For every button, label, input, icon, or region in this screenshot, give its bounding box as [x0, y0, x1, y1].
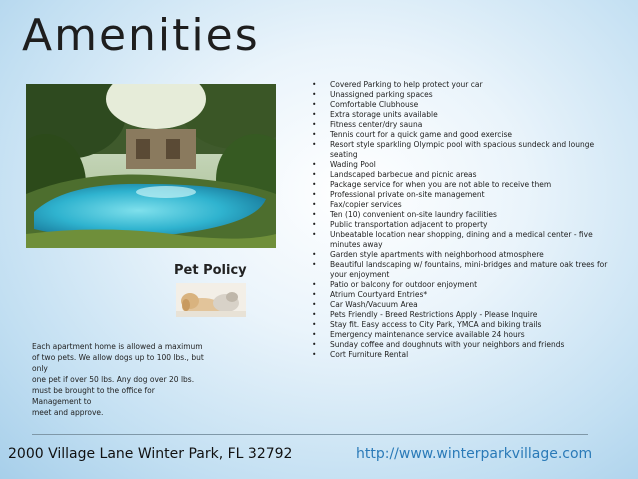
- pool-image: [26, 84, 276, 248]
- amenity-item: • Car Wash/Vacuum Area: [312, 300, 620, 310]
- amenity-item: • Emergency maintenance service available 24 hours: [312, 330, 620, 340]
- amenity-item: • Extra storage units available: [312, 110, 620, 120]
- amenity-item: • Sunday coffee and doughnuts with your neighbors and friends: [312, 340, 620, 350]
- amenity-item: • Landscaped barbecue and picnic areas: [312, 170, 620, 180]
- amenity-item: • Covered Parking to help protect your car: [312, 80, 620, 90]
- pool-photo: [26, 84, 276, 248]
- pet-policy-line: only: [32, 364, 48, 373]
- website-link[interactable]: http://www.winterparkvillage.com: [356, 446, 593, 462]
- amenity-item: • Public transportation adjacent to property: [312, 220, 620, 230]
- pet-photo: [176, 283, 246, 317]
- amenities-list: [312, 80, 620, 360]
- amenity-item: • Tennis court for a quick game and good exercise: [312, 130, 620, 140]
- amenity-item: • Fitness center/dry sauna: [312, 120, 620, 130]
- amenity-item: • Garden style apartments with neighborhood atmosphere: [312, 250, 620, 260]
- amenity-item: • Package service for when you are not able to receive them: [312, 180, 620, 190]
- amenity-item: • Beautiful landscaping w/ fountains, mini-bridges and mature oak trees for your enjoyment: [312, 260, 620, 280]
- pet-policy-text: [32, 341, 232, 418]
- amenity-item: • Comfortable Clubhouse: [312, 100, 620, 110]
- puppy-kitten-image: [176, 283, 246, 317]
- pet-policy-line: Each apartment home is allowed a maximum: [32, 342, 203, 351]
- amenity-item: • Professional private on-site management: [312, 190, 620, 200]
- page-title: Amenities: [22, 10, 260, 61]
- footer-address: 2000 Village Lane Winter Park, FL 32792: [8, 446, 293, 462]
- pet-policy-line: of two pets. We allow dogs up to 100 lbs., but: [32, 353, 204, 362]
- footer-divider: [32, 434, 588, 435]
- amenity-item: • Patio or balcony for outdoor enjoyment: [312, 280, 620, 290]
- pet-policy-line: meet and approve.: [32, 408, 104, 417]
- amenity-item: • Stay fit. Easy access to City Park, YMCA and biking trails: [312, 320, 620, 330]
- amenity-item: • Ten (10) convenient on-site laundry facilities: [312, 210, 620, 220]
- amenity-item: • Wading Pool: [312, 160, 620, 170]
- amenity-item: • Pets Friendly - Breed Restrictions Apply - Please Inquire: [312, 310, 620, 320]
- amenity-item: • Cort Furniture Rental: [312, 350, 620, 360]
- amenity-item: • Fax/copier services: [312, 200, 620, 210]
- pet-policy-line: must be brought to the office for: [32, 386, 155, 395]
- amenity-item: • Atrium Courtyard Entries*: [312, 290, 620, 300]
- amenity-item: • Unassigned parking spaces: [312, 90, 620, 100]
- amenity-item: • Unbeatable location near shopping, dining and a medical center - five minutes away: [312, 230, 620, 250]
- pet-policy-heading: Pet Policy: [174, 263, 247, 278]
- amenity-item: • Resort style sparkling Olympic pool with spacious sundeck and lounge seating: [312, 140, 620, 160]
- pet-policy-line: Management to: [32, 397, 92, 406]
- pet-policy-line: one pet if over 50 lbs. Any dog over 20 lbs.: [32, 375, 195, 384]
